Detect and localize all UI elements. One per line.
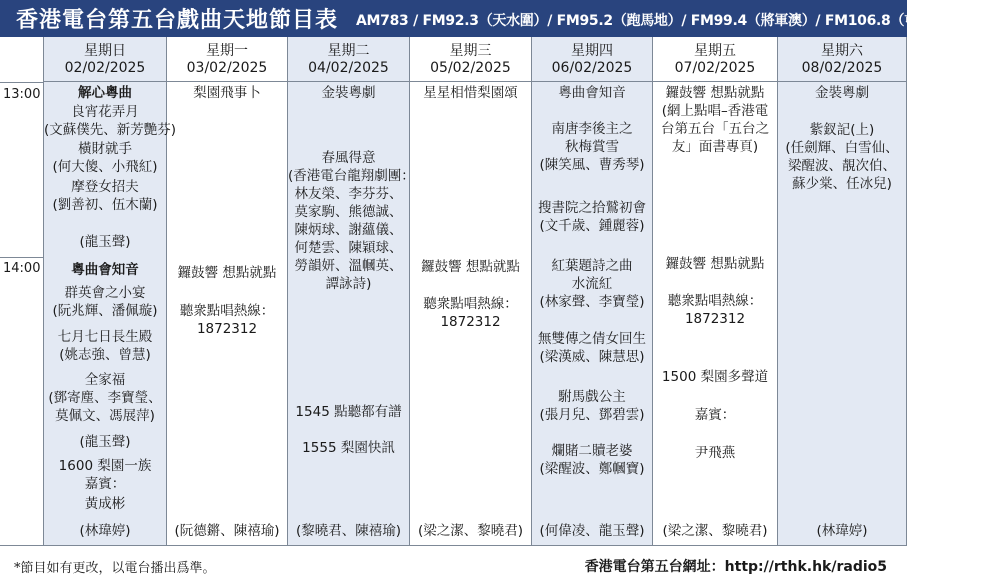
programme-line: 林友榮、李芬芬、 [294,186,403,202]
weekday-label: 星期二 [327,43,370,59]
programme-line: 鑼鼓響 想點就點 [665,256,765,272]
programme-line: 1500 梨園多聲道 [661,369,769,385]
programme-line: 1872312 [440,314,501,330]
programme-line: 摩登女招夫 [71,179,139,195]
day-column [778,37,907,545]
time-column [0,37,44,545]
programme-line: (阮德鏘、陳禧瑜) [174,523,280,539]
programme-line: 梁醒波、靚次伯、 [788,158,896,174]
programme-line: (阮兆輝、潘佩璇) [52,303,158,319]
programme-line: 聽衆點唱熱線： [423,296,518,312]
programme-line: (網上點唱–香港電 [661,103,769,119]
day-header [288,37,409,82]
programme-line: 台第五台「五台之 [661,121,769,137]
weekday-label: 星期四 [571,43,613,59]
programme-line: 星星相惜梨園頌 [423,85,518,101]
programme-line: 粵曲會知音 [558,85,626,101]
date-label: 04/02/2025 [308,60,389,76]
programme-line: 全家福 [84,372,126,388]
programme-line: (梁漢威、陳慧思) [539,349,645,365]
time-label-1300: 13:00 [3,87,41,102]
programme-line: 水流紅 [571,276,613,292]
programme-line: 1872312 [684,311,746,327]
programme-line: 七月七日長生殿 [57,329,153,345]
programme-line: 紅葉題詩之曲 [551,258,633,274]
programme-line: 聽衆點唱熱線： [179,303,275,319]
programme-line: 莫佩文、馮展萍) [55,408,155,424]
day-header [532,37,652,82]
programme-line: 1545 點聽都有譜 [295,404,402,420]
programme-line: (鄧寄塵、李寶瑩、 [48,390,162,406]
programme-line: (文蘇僕先、新芳艷芬) [44,122,177,138]
programme-line: 何楚雲、陳穎球、 [294,240,403,256]
day-header [410,37,531,82]
programme-line: 解心粵曲 [78,85,132,101]
programme-line: (林瑋婷) [816,523,868,539]
programme-line: 蘇少棠、任冰兒) [792,176,892,192]
programme-line: (姚志強、曾慧) [59,347,151,363]
programme-line: (何大傻、小飛紅) [52,159,158,175]
programme-line: 鑼鼓響 想點就點 [421,259,520,275]
programme-line: 駙馬戲公主 [558,389,626,405]
programme-line: 搜書院之拾鷲初會 [538,200,646,216]
programme-line: (龍玉聲) [79,234,131,250]
programme-line: 莫家駒、熊德誠、 [294,204,403,220]
programme-line: (林瑋婷) [79,523,131,539]
date-label: 07/02/2025 [674,60,756,76]
page-title: 香港電台第五台戲曲天地節目表 [16,8,339,33]
footer [0,545,907,582]
programme-line: (林家聲、李寶瑩) [539,294,645,310]
day-header [167,37,287,82]
programme-line: (香港電台龍翔劇團： [288,168,415,184]
programme-line: (文千歲、鍾麗蓉) [539,218,645,234]
programme-line: (梁之潔、黎曉君) [417,523,524,539]
date-label: 05/02/2025 [430,60,511,76]
programme-line: (張月兒、鄧碧雲) [539,407,645,423]
programme-line: (梁醒波、鄭幗寶) [539,461,645,477]
programme-line: (龍玉聲) [79,434,131,450]
programme-line: 1872312 [196,321,258,337]
day-column [44,37,177,545]
day-column [288,37,415,545]
weekday-label: 星期三 [449,43,492,59]
programme-line: 勞韻妍、溫幗英、 [294,258,403,274]
date-label: 06/02/2025 [551,60,633,76]
programme-line: 粵曲會知音 [71,262,139,278]
weekday-label: 星期一 [206,43,248,59]
programme-line: 秋梅賞雪 [565,139,619,155]
day-column [653,37,778,545]
programme-line: 春風得意 [321,150,376,166]
frequency-list: AM783 / FM92.3（天水圍）/ FM95.2（跑馬地）/ FM99.4（將軍澳）/ FM106.8（屯門、元朗） [356,13,986,29]
time-divider [0,82,44,83]
programme-line: (劉善初、伍木蘭) [52,197,158,213]
time-label-1400: 14:00 [3,261,41,276]
programme-line: 黃成彬 [84,496,126,512]
programme-line: 嘉賓： [694,407,736,423]
day-header [44,37,166,82]
programme-line: 無雙傳之倩女回生 [538,331,646,347]
programme-line: (黎曉君、陳禧瑜) [295,523,402,539]
date-label: 08/02/2025 [801,60,883,76]
programme-line: 陳炳球、謝蘊儀、 [294,222,403,238]
programme-line: 群英會之小宴 [64,285,146,301]
day-header [778,37,906,82]
programme-line: 橫財就手 [78,141,132,157]
footer-note: *節目如有更改，以電台播出爲準。 [14,561,216,576]
programme-line: 金裝粵劇 [321,85,376,101]
programme-line: (陳笑風、曹秀琴) [539,157,645,173]
programme-line: (任劍輝、白雪仙、 [785,140,899,156]
programme-line: 鑼鼓響 想點就點 [177,265,277,281]
date-label: 03/02/2025 [186,60,268,76]
weekday-label: 星期五 [694,43,736,59]
programme-line: 尹飛燕 [694,445,736,461]
day-column [532,37,653,545]
header-banner [0,0,986,37]
programme-line: 友」面書專頁) [671,139,759,155]
programme-line: (梁之潔、黎曉君) [662,523,768,539]
day-header [653,37,777,82]
schedule-grid [0,37,907,545]
programme-line: 金裝粵劇 [815,85,869,101]
programme-line: 嘉賓： [84,476,126,492]
weekday-label: 星期日 [84,43,126,59]
programme-line: 爛賭二贖老婆 [551,443,633,459]
programme-line: 南唐李後主之 [551,121,633,137]
time-divider [0,257,44,258]
programme-line: 紫釵記(上) [809,122,875,138]
programme-line: 梨園飛事卜 [193,85,261,101]
programme-line: 良宵花弄月 [71,104,139,120]
weekday-label: 星期六 [821,43,863,59]
programme-line: 譚詠詩) [325,276,372,292]
programme-line: 聽衆點唱熱線： [667,293,763,309]
day-column [167,37,288,545]
date-label: 02/02/2025 [64,60,146,76]
programme-line: 鑼鼓響 想點就點 [665,85,765,101]
day-column [410,37,532,545]
website-url: 香港電台第五台網址：http://rthk.hk/radio5 [584,559,887,575]
programme-line: 1555 梨園快訊 [302,440,395,456]
programme-line: 1600 梨園一族 [58,458,152,474]
programme-line: (何偉凌、龍玉聲) [539,523,645,539]
